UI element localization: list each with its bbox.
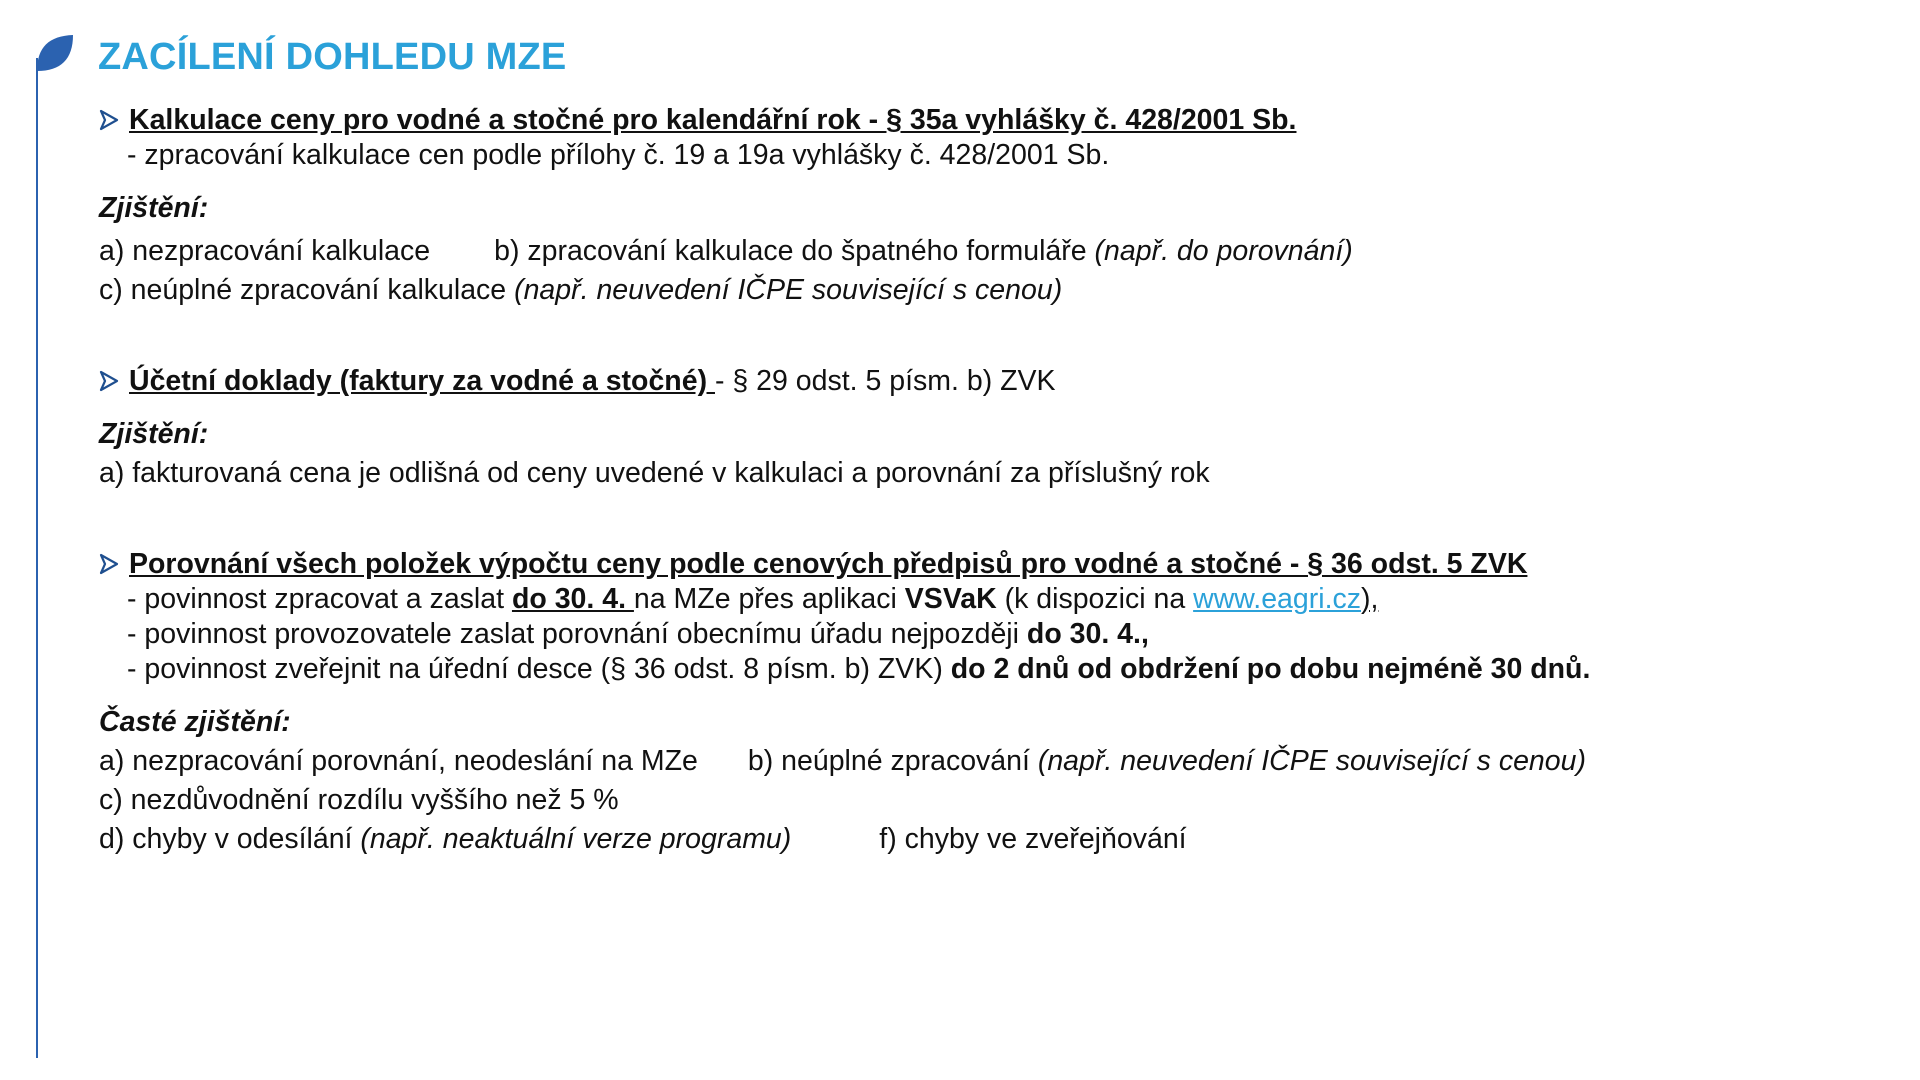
section3-sub2-pre: - povinnost provozovatele zaslat porovnání obecnímu úřadu nejpozději bbox=[127, 618, 1027, 650]
section3-finding-row-df bbox=[99, 822, 1889, 857]
section3-finding-b-note: (např. neuvedení IČPE související s cenou) bbox=[1037, 745, 1586, 777]
section3-subline-2 bbox=[99, 617, 1889, 652]
section3-finding-c: c) nezdůvodnění rozdílu vyššího než 5 % bbox=[99, 784, 619, 816]
section3-sub1-end: ), bbox=[1361, 583, 1379, 615]
section1-finding-row-ab bbox=[99, 234, 1889, 269]
section3-finding-a: a) nezpracování porovnání, neodeslání na MZe bbox=[99, 745, 698, 777]
arrow-bullet-icon bbox=[99, 370, 119, 392]
section1-heading-line bbox=[99, 103, 1889, 138]
page-title: ZACÍLENÍ DOHLEDU MZE bbox=[98, 36, 567, 78]
section3-subline-1 bbox=[99, 582, 1889, 617]
section3-sub3-bold: do 2 dnů od obdržení po dobu nejméně 30 dnů. bbox=[950, 653, 1591, 685]
section3-sub1-pre: - povinnost zpracovat a zaslat bbox=[127, 583, 512, 615]
section1-finding-a: a) nezpracování kalkulace bbox=[99, 235, 431, 267]
section3-subline-3 bbox=[99, 652, 1889, 687]
section2-finding-a: a) fakturovaná cena je odlišná od ceny uvedené v kalkulaci a porovnání za příslušný rok bbox=[99, 457, 1210, 489]
section3-sub1-app: VSVaK bbox=[904, 583, 997, 615]
section1-subline: - zpracování kalkulace cen podle přílohy č. 19 a 19a vyhlášky č. 428/2001 Sb. bbox=[127, 139, 1110, 171]
section2-heading-rest: - § 29 odst. 5 písm. b) ZVK bbox=[714, 365, 1056, 397]
section3-finding-d-note: (např. neaktuální verze programu) bbox=[360, 823, 792, 855]
section3-sub3-pre: - povinnost zveřejnit na úřední desce (§ 36 odst. 8 písm. b) ZVK) bbox=[127, 653, 951, 685]
left-vertical-line bbox=[36, 58, 38, 1058]
section2-heading: Účetní doklady (faktury za vodné a stočné) bbox=[129, 365, 715, 397]
section1-heading: Kalkulace ceny pro vodné a stočné pro kalendářní rok - § 35a vyhlášky č. 428/2001 Sb. bbox=[129, 104, 1297, 136]
leaf-icon bbox=[35, 33, 75, 73]
arrow-bullet-icon bbox=[99, 553, 119, 575]
section1-finding-b-note: (např. do porovnání) bbox=[1094, 235, 1353, 267]
section2-finding-title: Zjištění: bbox=[99, 418, 209, 450]
arrow-bullet-icon bbox=[99, 109, 119, 131]
section3-finding-f: f) chyby ve zveřejňování bbox=[879, 823, 1187, 855]
section3-finding-d: d) chyby v odesílání bbox=[99, 823, 361, 855]
section3-sub2-date: do 30. 4., bbox=[1026, 618, 1149, 650]
section1-finding-b: b) zpracování kalkulace do špatného formuláře bbox=[494, 235, 1095, 267]
main-content bbox=[99, 103, 1889, 857]
section3-finding-b: b) neúplné zpracování bbox=[747, 745, 1038, 777]
section1-finding-title: Zjištění: bbox=[99, 192, 209, 224]
section3-heading-line bbox=[99, 547, 1889, 582]
section3-sub1-paren: (k dispozici na bbox=[996, 583, 1194, 615]
section3-sub1-mid: na MZe přes aplikaci bbox=[633, 583, 905, 615]
section2-heading-line bbox=[99, 364, 1889, 399]
section3-heading: Porovnání všech položek výpočtu ceny podle cenových předpisů pro vodné a stočné - § 36 odst. 5 ZVK bbox=[129, 548, 1528, 580]
section3-finding-title: Časté zjištění: bbox=[99, 706, 291, 738]
section1-finding-c-note: (např. neuvedení IČPE související s cenou) bbox=[514, 274, 1063, 306]
section3-sub1-date: do 30. 4. bbox=[511, 583, 634, 615]
section1-finding-c: c) neúplné zpracování kalkulace bbox=[99, 274, 515, 306]
section3-finding-row-ab bbox=[99, 744, 1889, 779]
eagri-link[interactable]: www.eagri.cz bbox=[1193, 583, 1361, 615]
section1-finding-row-c bbox=[99, 273, 1889, 308]
